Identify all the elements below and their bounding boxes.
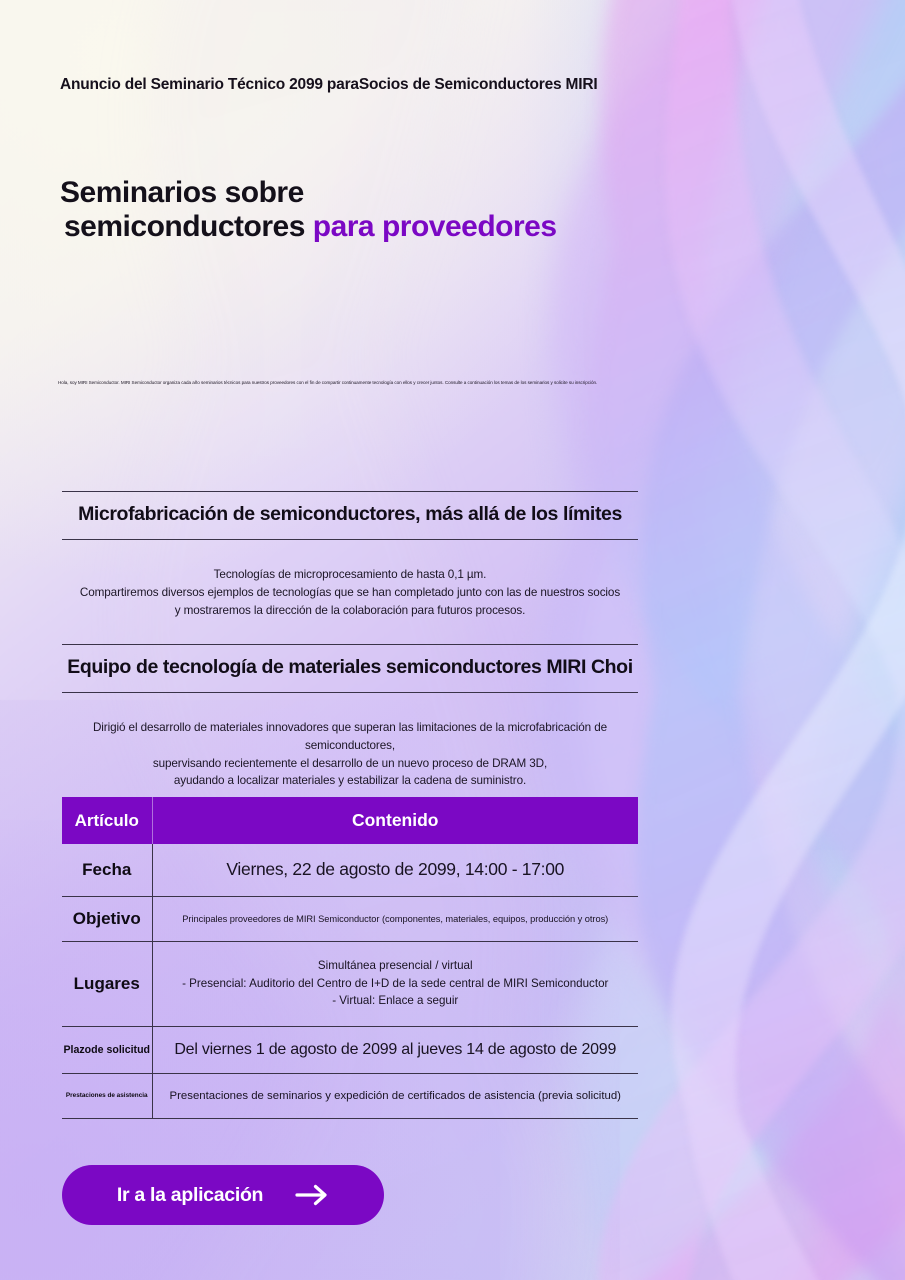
section-speaker-body-line-2: supervisando recientemente el desarrollo de un nuevo proceso de DRAM 3D, (152, 756, 548, 770)
row-value-application-period: Del viernes 1 de agosto de 2099 al jueves 14 de agosto de 2099 (152, 1026, 638, 1073)
row-value-date: Viernes, 22 de agosto de 2099, 14:00 - 17:00 (152, 844, 638, 896)
row-value-places-line-1: Simultánea presencial / virtual (317, 958, 473, 972)
row-label-date: Fecha (62, 844, 152, 896)
row-value-target: Principales proveedores de MIRI Semiconductor (componentes, materiales, equipos, producción y otros) (152, 896, 638, 941)
seminar-details-table (62, 797, 638, 1119)
go-to-application-button[interactable] (62, 1165, 384, 1225)
row-value-places-line-2: - Presencial: Auditorio del Centro de I+D de la sede central de MIRI Semiconductor (182, 976, 609, 990)
row-value-places (152, 941, 638, 1026)
row-label-application-period: Plazode solicitud (62, 1026, 152, 1073)
page-title (60, 176, 557, 244)
row-value-benefits: Presentaciones de seminarios y expedición de certificados de asistencia (previa solicitud) (152, 1073, 638, 1118)
table-header-row (62, 797, 638, 844)
hero-line-2-dark: semiconductores (64, 209, 313, 243)
arrow-right-icon (295, 1184, 329, 1206)
section-topic-body (62, 566, 638, 619)
section-topic (62, 491, 638, 540)
section-speaker-body-line-1: Dirigió el desarrollo de materiales innovadores que superan las limitaciones de la microfabricación de semiconductores, (92, 721, 608, 752)
section-speaker-body-line-3: ayudando a localizar materiales y estabilizar la cadena de suministro. (173, 774, 527, 788)
row-label-benefits: Prestaciones de asistencia (62, 1073, 152, 1118)
row-label-target: Objetivo (62, 896, 152, 941)
cta-label: Ir a la aplicación (116, 1183, 264, 1206)
section-speaker-heading: Equipo de tecnología de materiales semiconductores MIRI Choi (62, 644, 638, 693)
hero-line-2-accent: para proveedores (312, 209, 557, 243)
intro-paragraph: Hola, soy MIRI Semiconductor. MIRI Semiconductor organiza cada año seminarios técnicos para nuestros proveedores con el fin de compartir continuamente tecnología con ellos y crecer juntos. Consulte a continuación los temas de los seminarios y solicite su inscripción. (58, 380, 598, 385)
table-row (62, 941, 638, 1026)
table-row (62, 896, 638, 941)
table-row (62, 1026, 638, 1073)
section-speaker (62, 644, 638, 693)
hero-line-1: Seminarios sobre (60, 176, 304, 209)
section-speaker-body (62, 719, 638, 790)
table-header-content: Contenido (152, 797, 638, 844)
section-topic-body-line-3: y mostraremos la dirección de la colaboración para futuros procesos. (174, 603, 526, 617)
section-topic-body-line-2: Compartiremos diversos ejemplos de tecnologías que se han completado junto con las de nuestros socios (79, 585, 621, 599)
section-topic-heading: Microfabricación de semiconductores, más allá de los límites (62, 491, 638, 540)
table-header-item: Artículo (62, 797, 152, 844)
row-label-places: Lugares (62, 941, 152, 1026)
row-value-places-line-3: - Virtual: Enlace a seguir (332, 994, 459, 1008)
table-row (62, 844, 638, 896)
table-row (62, 1073, 638, 1118)
announcement-eyebrow: Anuncio del Seminario Técnico 2099 paraSocios de Semiconductores MIRI (60, 76, 598, 93)
section-topic-body-line-1: Tecnologías de microprocesamiento de hasta 0,1 µm. (213, 568, 487, 581)
